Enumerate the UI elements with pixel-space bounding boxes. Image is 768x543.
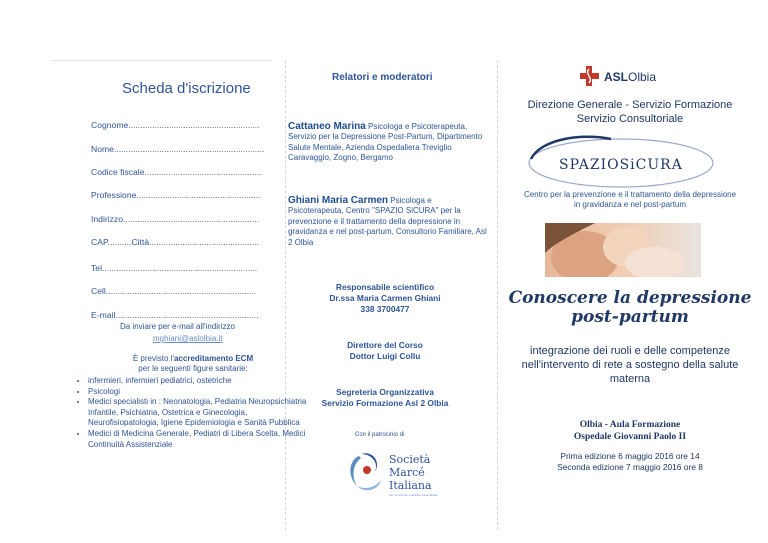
field-name[interactable]: Nome............................................................... [91, 144, 265, 154]
field-profession[interactable]: Professione.................................................... [91, 190, 261, 200]
speaker-ghiani [288, 196, 490, 248]
speaker-cattaneo [288, 122, 490, 164]
logo-line-2: Marcé [389, 466, 425, 479]
direction-header [500, 98, 760, 126]
health-figures-list [62, 376, 308, 450]
asl-olbia-logo [580, 64, 660, 88]
list-item: • Medici di Medicina Generale, Pediatri di Libera Scelta, Medici Continuità Assistenziale [88, 429, 308, 450]
ecm-note [118, 354, 268, 374]
top-rule [52, 60, 272, 61]
speaker-name: Cattaneo Marina [288, 121, 366, 132]
field-phone[interactable]: Tel................................................................. [91, 263, 258, 273]
scientific-lead [300, 282, 470, 315]
send-note: Da inviare per e-mail all'indirizzo [120, 322, 235, 331]
course-subtitle: integrazione dei ruoli e delle competenze nell'intervento di rete a sostegno della salute materna [521, 345, 739, 385]
scientific-name: Dr.ssa Maria Carmen Ghiani [329, 293, 441, 303]
centre-description [500, 190, 760, 210]
venue-line-1: Olbia - Aula Formazione [579, 420, 681, 430]
logo-tagline: per la salute mentale perinatale [389, 493, 438, 497]
course-title-line-1: Conoscere la depressione [508, 288, 752, 308]
secretariat [300, 387, 470, 409]
field-email[interactable]: E-mail............................................................ [91, 310, 259, 320]
email-link[interactable]: mghiani@aslolbia.it [153, 334, 223, 343]
course-title-line-2: post-partum [571, 307, 689, 327]
speaker-role: Psicologa e Psicoterapeuta, [368, 122, 468, 131]
spazio-text: SPAZIOSiCURA [559, 157, 683, 173]
ecm-suffix: per le seguenti figure sanitarie: [138, 364, 248, 373]
secretariat-name: Servizio Formazione Asl 2 Olbia [321, 398, 449, 408]
director-label: Direttore del Corso [347, 340, 423, 350]
scientific-phone: 338 3700477 [360, 304, 410, 314]
date-line-2: Seconda edizione 7 maggio 2016 ore 8 [557, 462, 703, 472]
speaker-name: Ghiani Maria Carmen [288, 195, 389, 206]
marce-society-logo [345, 446, 495, 498]
panel-divider-2 [497, 60, 498, 530]
asl-bold: ASL [604, 70, 628, 84]
logo-line-1: Società [389, 453, 431, 466]
list-item: • Psicologi [88, 387, 308, 398]
patronage-label: Con il patrocinio di [355, 432, 405, 438]
list-item: • infermieri, infermieri pediatrici, ostetriche [88, 376, 308, 387]
director-name: Dottor Luigi Collu [349, 351, 421, 361]
ecm-prefix: È previsto l' [132, 354, 174, 363]
edition-dates [500, 451, 760, 473]
field-surname[interactable]: Cognome....................................................... [91, 120, 260, 130]
spazio-sicura-logo [521, 125, 731, 193]
form-title: Scheda d'iscrizione [122, 80, 251, 97]
venue-line-2: Ospedale Giovanni Paolo II [573, 432, 687, 442]
venue [500, 419, 760, 443]
mother-baby-photo [545, 223, 701, 277]
panel-divider-1 [285, 60, 286, 530]
asl-rest: Olbia [628, 70, 657, 84]
course-title [500, 289, 760, 327]
date-line-1: Prima edizione 6 maggio 2016 ore 14 [560, 451, 700, 461]
scientific-label: Responsabile scientifico [335, 282, 435, 292]
speaker-details: Psicoterapeuta, Centro "SPAZIO SiCURA" per la prevenzione e il trattamento della depressione in gravidanza e nel post-partum, Consultorio Familiare, Asl 2 Olbia [288, 206, 487, 247]
centre-line-2: in gravidanza e nel post-partum [573, 200, 687, 209]
speaker-role: Psicologa e [390, 196, 432, 205]
ecm-bold: accreditamento ECM [173, 354, 254, 363]
speakers-title: Relatori e moderatori [332, 72, 433, 83]
centre-line-1: Centro per la prevenzione e il trattamento della depressione [523, 190, 737, 199]
secretariat-label: Segreteria Organizzativa [336, 387, 434, 397]
field-zip-city[interactable]: CAP..........Città.............................................. [91, 237, 259, 247]
svg-text:ASLOlbia [604, 70, 656, 84]
field-address[interactable]: Indirizzo......................................................... [91, 214, 260, 224]
course-director [300, 340, 470, 362]
list-item: • Medici specialisti in : Neonatologia, Pediatria Neuropsichiatria Infantile, Psichiatria, Ostetrica e Ginecologia, Neurofisiopatologia, Igiene Epidemiologia e Sanità Pubblica [88, 397, 308, 429]
direction-line-2: Servizio Consultoriale [576, 113, 684, 125]
speaker-details: Servizio per la Depressione Post-Partum, Dipartimento Salute Mentale, Azienda Ospedaliera Treviglio Caravaggio, Zogno, Bergamo [288, 132, 483, 163]
field-tax-code[interactable]: Codice fiscale................................................. [91, 167, 262, 177]
direction-line-1: Direzione Generale - Servizio Formazione [527, 99, 733, 111]
logo-line-3: Italiana [389, 479, 432, 492]
field-mobile[interactable]: Cell............................................................... [91, 286, 257, 296]
